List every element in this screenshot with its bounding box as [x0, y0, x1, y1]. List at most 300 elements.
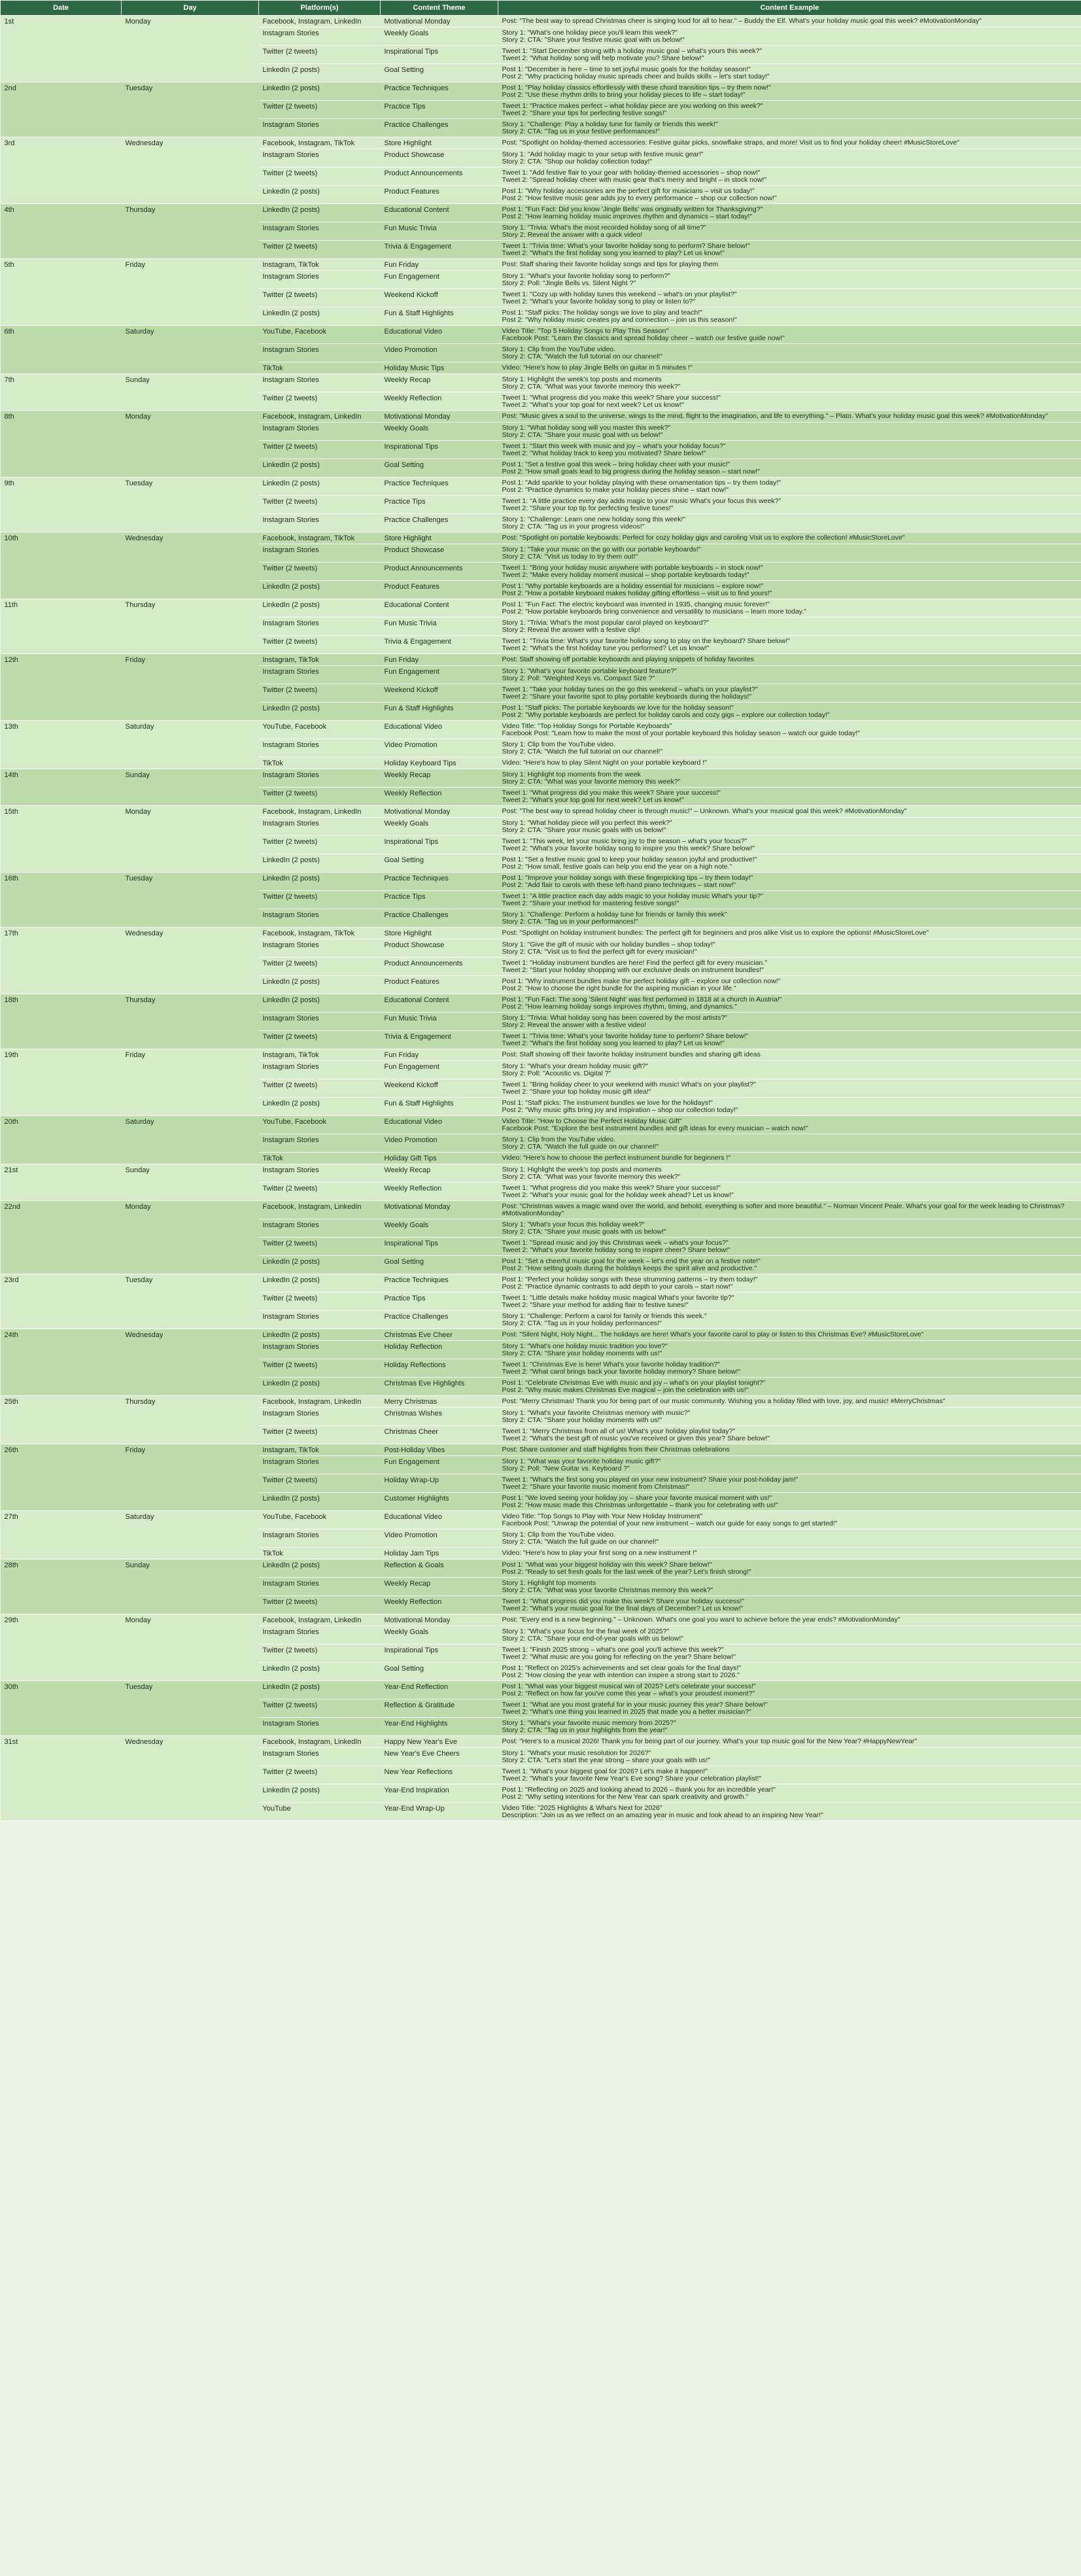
theme-cell[interactable]: New Year's Eve Cheers [381, 1748, 498, 1766]
content-example-cell[interactable]: Post 1: "Add sparkle to your holiday playing with these ornamentation tips – try them today!" Post 2: "Practice dynamics to make your holiday pieces shine – start now!" [498, 478, 1081, 496]
theme-cell[interactable]: Weekly Reflection [381, 1596, 498, 1614]
platform-cell[interactable]: Twitter (2 tweets) [259, 46, 381, 64]
platform-cell[interactable]: LinkedIn (2 posts) [259, 581, 381, 599]
date-cell[interactable]: 20th [1, 1116, 122, 1164]
platform-cell[interactable]: LinkedIn (2 posts) [259, 1256, 381, 1274]
theme-cell[interactable]: Fun Music Trivia [381, 222, 498, 241]
content-example-cell[interactable]: Tweet 1: "Trivia time: What's your favorite holiday song to perform? Share below!" Tweet 2: "What's the first holiday song you learned to play? Let us know!" [498, 241, 1081, 259]
theme-cell[interactable]: Holiday Reflections [381, 1359, 498, 1378]
theme-cell[interactable]: Practice Challenges [381, 514, 498, 532]
content-example-cell[interactable]: Story 1: Highlight the week's top posts and moments Story 2: CTA: "What was your favorite memory this week?" [498, 374, 1081, 392]
theme-cell[interactable]: Fun Music Trivia [381, 1013, 498, 1031]
content-example-cell[interactable]: Story 1: Clip from the YouTube video. Story 2: CTA: "Watch the full tutorial on our channel!" [498, 344, 1081, 362]
date-cell[interactable]: 9th [1, 478, 122, 532]
theme-cell[interactable]: Practice Challenges [381, 909, 498, 928]
platform-cell[interactable]: Instagram Stories [259, 739, 381, 757]
theme-cell[interactable]: Practice Tips [381, 891, 498, 909]
content-example-cell[interactable]: Post 1: "Set a festive music goal to keep your holiday season joyful and productive!" Post 2: "How small, festive goals can help you end the year on a high note." [498, 854, 1081, 873]
theme-cell[interactable]: Fun & Staff Highlights [381, 703, 498, 721]
content-example-cell[interactable]: Story 1: "Trivia: What's the most popular carol played on keyboard?" Story 2: Reveal the answer with a festive clip! [498, 618, 1081, 636]
content-example-cell[interactable]: Tweet 1: "Merry Christmas from all of us! What's your holiday playlist today?" Tweet 2: "What's the best gift of music you've received or given this year? Share below!" [498, 1426, 1081, 1444]
platform-cell[interactable]: Instagram Stories [259, 1456, 381, 1474]
date-cell[interactable]: 29th [1, 1614, 122, 1681]
content-example-cell[interactable]: Story 1: Clip from the YouTube video. Story 2: CTA: "Watch the full tutorial on our channel!" [498, 739, 1081, 757]
content-example-cell[interactable]: Video Title: "2025 Highlights & What's Next for 2026" Description: "Join us as we reflect on an amazing year in music and look ahead to an inspiring New Year!" [498, 1803, 1081, 1821]
content-example-cell[interactable]: Story 1: "Trivia: What holiday song has been covered by the most artists?" Story 2: Reveal the answer with a festive video! [498, 1013, 1081, 1031]
platform-cell[interactable]: Twitter (2 tweets) [259, 241, 381, 259]
theme-cell[interactable]: Weekly Goals [381, 1626, 498, 1645]
theme-cell[interactable]: Store Highlight [381, 137, 498, 149]
content-example-cell[interactable]: Post: Staff sharing their favorite holiday songs and tips for playing them [498, 259, 1081, 271]
platform-cell[interactable]: YouTube, Facebook [259, 1116, 381, 1134]
date-cell[interactable]: 3rd [1, 137, 122, 204]
platform-cell[interactable]: LinkedIn (2 posts) [259, 1098, 381, 1116]
content-example-cell[interactable]: Tweet 1: "Trivia time: What's your favorite holiday tune to perform? Share below!" Tweet 2: "What's the first holiday song you learned to play? Let us know!" [498, 1031, 1081, 1049]
theme-cell[interactable]: Year-End Inspiration [381, 1784, 498, 1803]
date-cell[interactable]: 2nd [1, 82, 122, 137]
content-example-cell[interactable]: Tweet 1: "What's your biggest goal for 2026? Let's make it happen!" Tweet 2: "What's your favorite New Year's Eve song? Share your celebration playlist!" [498, 1766, 1081, 1784]
platform-cell[interactable]: Instagram Stories [259, 1341, 381, 1359]
platform-cell[interactable]: LinkedIn (2 posts) [259, 1493, 381, 1511]
date-cell[interactable]: 28th [1, 1559, 122, 1614]
content-example-cell[interactable]: Story 1: "What's your focus for the final week of 2025?" Story 2: CTA: "Share your end-of-year goals with us below!" [498, 1626, 1081, 1645]
content-example-cell[interactable]: Post 1: "Fun Fact: Did you know 'Jingle Bells' was originally written for Thanksgiving?" Post 2: "How learning holiday music improves rhythm and dynamics – start today!" [498, 204, 1081, 222]
date-cell[interactable]: 30th [1, 1681, 122, 1736]
content-example-cell[interactable]: Story 1: "What holiday piece will you perfect this week?" Story 2: CTA: "Share your music goals with us below!" [498, 818, 1081, 836]
date-cell[interactable]: 15th [1, 806, 122, 873]
theme-cell[interactable]: Inspirational Tips [381, 836, 498, 854]
theme-cell[interactable]: Fun Friday [381, 259, 498, 271]
content-example-cell[interactable]: Tweet 1: "What progress did you make this week? Share your holiday success!" Tweet 2: "What's your music goal for the final days of December? Let us know!" [498, 1596, 1081, 1614]
theme-cell[interactable]: Practice Techniques [381, 478, 498, 496]
date-cell[interactable]: 11th [1, 599, 122, 654]
platform-cell[interactable]: YouTube, Facebook [259, 1511, 381, 1529]
platform-cell[interactable]: Facebook, Instagram, TikTok [259, 532, 381, 544]
day-cell[interactable]: Saturday [122, 1511, 259, 1559]
platform-cell[interactable]: LinkedIn (2 posts) [259, 1274, 381, 1293]
content-example-cell[interactable]: Post: Staff showing off their favorite holiday instrument bundles and sharing gift ideas [498, 1049, 1081, 1061]
platform-cell[interactable]: Instagram Stories [259, 1164, 381, 1183]
theme-cell[interactable]: Holiday Reflection [381, 1341, 498, 1359]
theme-cell[interactable]: Weekly Reflection [381, 1183, 498, 1201]
content-example-cell[interactable]: Video Title: "Top Songs to Play with Your New Holiday Instrument" Facebook Post: "Unwrap the potential of your new instrument – watch our guide for easy songs to get started!" [498, 1511, 1081, 1529]
day-cell[interactable]: Monday [122, 16, 259, 82]
theme-cell[interactable]: Product Showcase [381, 544, 498, 563]
content-example-cell[interactable]: Post: "Spotlight on holiday instrument bundles: The perfect gift for beginners and pros alike Visit us to explore the options! #MusicStoreLove" [498, 928, 1081, 939]
platform-cell[interactable]: Instagram, TikTok [259, 654, 381, 666]
day-cell[interactable]: Wednesday [122, 137, 259, 204]
theme-cell[interactable]: Weekly Recap [381, 1164, 498, 1183]
platform-cell[interactable]: Facebook, Instagram, TikTok [259, 137, 381, 149]
content-example-cell[interactable]: Tweet 1: "Christmas Eve is here! What's your favorite holiday tradition?" Tweet 2: "What carol brings back your favorite holiday memory? Share below!" [498, 1359, 1081, 1378]
content-example-cell[interactable]: Story 1: "Challenge: Perform a carol for family or friends this week." Story 2: CTA: "Tag us in your holiday performances!" [498, 1311, 1081, 1329]
day-cell[interactable]: Tuesday [122, 1681, 259, 1736]
theme-cell[interactable]: Trivia & Engagement [381, 1031, 498, 1049]
content-example-cell[interactable]: Post 1: "We loved seeing your holiday joy – share your favorite musical moment with us!" Post 2: "How music made this Christmas unforgettable – thank you for celebrating with us!" [498, 1493, 1081, 1511]
day-cell[interactable]: Thursday [122, 1396, 259, 1444]
content-example-cell[interactable]: Tweet 1: "What are you most grateful for in your music journey this year? Share below!" Tweet 2: "What's one thing you learned in 2025 that made you a better musician?" [498, 1699, 1081, 1718]
content-example-cell[interactable]: Story 1: "What's one holiday piece you'll learn this week?" Story 2: CTA: "Share your festive music goal with us below!" [498, 27, 1081, 46]
day-cell[interactable]: Thursday [122, 599, 259, 654]
platform-cell[interactable]: YouTube [259, 1803, 381, 1821]
platform-cell[interactable]: Instagram Stories [259, 27, 381, 46]
platform-cell[interactable]: Twitter (2 tweets) [259, 1183, 381, 1201]
content-example-cell[interactable]: Post 1: "What was your biggest musical win of 2025? Let's celebrate your success!" Post 2: "Reflect on how far you've come this year – what's your proudest moment?" [498, 1681, 1081, 1699]
platform-cell[interactable]: LinkedIn (2 posts) [259, 459, 381, 478]
platform-cell[interactable]: Instagram Stories [259, 374, 381, 392]
content-example-cell[interactable]: Post: "Spotlight on holiday-themed accessories: Festive guitar picks, snowflake straps, and more! Visit us to find your holiday cheer! #MusicStoreLove" [498, 137, 1081, 149]
platform-cell[interactable]: Twitter (2 tweets) [259, 958, 381, 976]
content-example-cell[interactable]: Tweet 1: "What progress did you make this week? Share your success!" Tweet 2: "What's your top goal for next week? Let us know!" [498, 788, 1081, 806]
day-cell[interactable]: Friday [122, 1444, 259, 1511]
platform-cell[interactable]: Instagram, TikTok [259, 1049, 381, 1061]
content-example-cell[interactable]: Tweet 1: "Finish 2025 strong – what's one goal you'll achieve this week?" Tweet 2: "What music are you going for reflecting on the year? Share below!" [498, 1645, 1081, 1663]
content-example-cell[interactable]: Story 1: "What's your favorite Christmas memory with music?" Story 2: CTA: "Share your holiday moments with us!" [498, 1408, 1081, 1426]
content-example-cell[interactable]: Video: "Here's how to choose the perfect instrument bundle for beginners !" [498, 1153, 1081, 1164]
content-example-cell[interactable]: Story 1: "Add holiday magic to your setup with festive music gear!" Story 2: CTA: "Shop our holiday collection today!" [498, 149, 1081, 167]
platform-cell[interactable]: Twitter (2 tweets) [259, 1359, 381, 1378]
content-example-cell[interactable]: Post 1: "Reflecting on 2025 and looking ahead to 2026 – thank you for an incredible year!" Post 2: "Why setting intentions for the New Year can spark creativity and growth." [498, 1784, 1081, 1803]
theme-cell[interactable]: Holiday Jam Tips [381, 1548, 498, 1559]
content-example-cell[interactable]: Story 1: Highlight the week's top posts and moments Story 2: CTA: "What was your favorite memory this week?" [498, 1164, 1081, 1183]
platform-cell[interactable]: Facebook, Instagram, TikTok [259, 928, 381, 939]
day-cell[interactable]: Monday [122, 806, 259, 873]
platform-cell[interactable]: Twitter (2 tweets) [259, 684, 381, 703]
platform-cell[interactable]: Twitter (2 tweets) [259, 788, 381, 806]
theme-cell[interactable]: Fun & Staff Highlights [381, 307, 498, 326]
theme-cell[interactable]: Product Showcase [381, 149, 498, 167]
platform-cell[interactable]: Facebook, Instagram, LinkedIn [259, 411, 381, 423]
platform-cell[interactable]: Instagram Stories [259, 1134, 381, 1153]
content-example-cell[interactable]: Post 1: "Set a festive goal this week – bring holiday cheer with your music!" Post 2: "How small goals lead to big progress during the holiday season – start now!" [498, 459, 1081, 478]
content-example-cell[interactable]: Story 1: "What's your favorite portable keyboard feature?" Story 2: Poll: "Weighted Keys vs. Compact Size ?" [498, 666, 1081, 684]
platform-cell[interactable]: LinkedIn (2 posts) [259, 873, 381, 891]
platform-cell[interactable]: Facebook, Instagram, LinkedIn [259, 16, 381, 27]
platform-cell[interactable]: YouTube, Facebook [259, 326, 381, 344]
theme-cell[interactable]: Customer Highlights [381, 1493, 498, 1511]
theme-cell[interactable]: Reflection & Goals [381, 1559, 498, 1578]
theme-cell[interactable]: Christmas Eve Cheer [381, 1329, 498, 1341]
theme-cell[interactable]: Weekly Goals [381, 27, 498, 46]
theme-cell[interactable]: Weekly Recap [381, 1578, 498, 1596]
content-example-cell[interactable]: Story 1: Highlight top moments from the week Story 2: CTA: "What was your favorite memory this week?" [498, 769, 1081, 788]
platform-cell[interactable]: Instagram Stories [259, 666, 381, 684]
platform-cell[interactable]: YouTube, Facebook [259, 721, 381, 739]
platform-cell[interactable]: Twitter (2 tweets) [259, 1645, 381, 1663]
date-cell[interactable]: 26th [1, 1444, 122, 1511]
content-example-cell[interactable]: Tweet 1: "Bring holiday cheer to your weekend with music! What's on your playlist?" Tweet 2: "Share your top holiday music gift idea!" [498, 1079, 1081, 1098]
platform-cell[interactable]: LinkedIn (2 posts) [259, 1329, 381, 1341]
content-example-cell[interactable]: Tweet 1: "What progress did you make this week? Share your success!" Tweet 2: "What's your music goal for the holiday week ahead? Let us know!" [498, 1183, 1081, 1201]
platform-cell[interactable]: Instagram Stories [259, 514, 381, 532]
platform-cell[interactable]: Instagram Stories [259, 1061, 381, 1079]
theme-cell[interactable]: Weekend Kickoff [381, 1079, 498, 1098]
platform-cell[interactable]: Instagram Stories [259, 818, 381, 836]
content-example-cell[interactable]: Post: "Merry Christmas! Thank you for being part of our music community. Wishing you a holiday filled with love, joy, and music! #MerryChristmas" [498, 1396, 1081, 1408]
platform-cell[interactable]: Instagram Stories [259, 344, 381, 362]
theme-cell[interactable]: Motivational Monday [381, 16, 498, 27]
theme-cell[interactable]: Weekly Reflection [381, 392, 498, 411]
content-example-cell[interactable]: Video Title: "Top 5 Holiday Songs to Play This Season" Facebook Post: "Learn the classics and spread holiday cheer – watch our festive guide now!" [498, 326, 1081, 344]
theme-cell[interactable]: Fun Friday [381, 654, 498, 666]
platform-cell[interactable]: Facebook, Instagram, LinkedIn [259, 806, 381, 818]
theme-cell[interactable]: Store Highlight [381, 928, 498, 939]
platform-cell[interactable]: Twitter (2 tweets) [259, 836, 381, 854]
content-example-cell[interactable]: Story 1: "Challenge: Perform a holiday tune for friends or family this week" Story 2: CTA: "Tag us in your performances!" [498, 909, 1081, 928]
content-example-cell[interactable]: Tweet 1: "What progress did you make this week? Share your success!" Tweet 2: "What's your top goal for next week? Let us know!" [498, 392, 1081, 411]
platform-cell[interactable]: Twitter (2 tweets) [259, 392, 381, 411]
header-day[interactable]: Day [122, 1, 259, 16]
theme-cell[interactable]: Year-End Highlights [381, 1718, 498, 1736]
theme-cell[interactable]: Video Promotion [381, 1134, 498, 1153]
platform-cell[interactable]: TikTok [259, 1153, 381, 1164]
platform-cell[interactable]: Instagram Stories [259, 1219, 381, 1238]
content-example-cell[interactable]: Post 1: "Why holiday accessories are the perfect gift for musicians – visit us today!" Post 2: "How festive music gear adds joy to every performance – shop our collection now!" [498, 186, 1081, 204]
content-example-cell[interactable]: Post 1: "Staff picks: The holiday songs we love to play and teach!" Post 2: "Why holiday music creates joy and connection – join us this season!" [498, 307, 1081, 326]
platform-cell[interactable]: LinkedIn (2 posts) [259, 1559, 381, 1578]
platform-cell[interactable]: Instagram, TikTok [259, 259, 381, 271]
platform-cell[interactable]: Instagram Stories [259, 1013, 381, 1031]
content-example-cell[interactable]: Post 1: "Play holiday classics effortlessly with these chord transition tips – try them now!" Post 2: "Use these rhythm drills to bring your holiday pieces to life – start today!" [498, 82, 1081, 101]
content-example-cell[interactable]: Tweet 1: "Start this week with music and joy – what's your holiday focus?" Tweet 2: "What holiday track to keep you motivated? Share below!" [498, 441, 1081, 459]
theme-cell[interactable]: Video Promotion [381, 739, 498, 757]
theme-cell[interactable]: Merry Christmas [381, 1396, 498, 1408]
platform-cell[interactable]: TikTok [259, 1548, 381, 1559]
platform-cell[interactable]: Instagram Stories [259, 1748, 381, 1766]
theme-cell[interactable]: Motivational Monday [381, 1614, 498, 1626]
date-cell[interactable]: 16th [1, 873, 122, 928]
content-example-cell[interactable]: Post 1: "Fun Fact: The electric keyboard was invented in 1935, changing music forever!" Post 2: "How portable keyboards bring convenience and versatility to musicians – learn more today." [498, 599, 1081, 618]
content-example-cell[interactable]: Tweet 1: "Start December strong with a holiday music goal – what's yours this week?" Tweet 2: "What holiday song will help motivate you? Share below!" [498, 46, 1081, 64]
date-cell[interactable]: 27th [1, 1511, 122, 1559]
day-cell[interactable]: Wednesday [122, 1329, 259, 1396]
date-cell[interactable]: 14th [1, 769, 122, 806]
content-example-cell[interactable]: Tweet 1: "Spread music and joy this Christmas week – what's your focus?" Tweet 2: "What's your favorite holiday song to inspire cheer? Share below!" [498, 1238, 1081, 1256]
platform-cell[interactable]: Instagram Stories [259, 1626, 381, 1645]
day-cell[interactable]: Saturday [122, 1116, 259, 1164]
platform-cell[interactable]: Instagram Stories [259, 544, 381, 563]
day-cell[interactable]: Friday [122, 259, 259, 326]
platform-cell[interactable]: Instagram, TikTok [259, 1444, 381, 1456]
date-cell[interactable]: 24th [1, 1329, 122, 1396]
day-cell[interactable]: Sunday [122, 1164, 259, 1201]
platform-cell[interactable]: LinkedIn (2 posts) [259, 703, 381, 721]
content-example-cell[interactable]: Tweet 1: "Bring your holiday music anywhere with portable keyboards – in stock now!" Tweet 2: "Make every holiday moment musical – shop portable keyboards today!" [498, 563, 1081, 581]
platform-cell[interactable]: Facebook, Instagram, LinkedIn [259, 1736, 381, 1748]
platform-cell[interactable]: Facebook, Instagram, LinkedIn [259, 1396, 381, 1408]
date-cell[interactable]: 22nd [1, 1201, 122, 1274]
theme-cell[interactable]: Inspirational Tips [381, 1238, 498, 1256]
theme-cell[interactable]: Educational Video [381, 326, 498, 344]
theme-cell[interactable]: Educational Content [381, 994, 498, 1013]
day-cell[interactable]: Friday [122, 1049, 259, 1116]
theme-cell[interactable]: Educational Video [381, 1511, 498, 1529]
date-cell[interactable]: 8th [1, 411, 122, 478]
theme-cell[interactable]: Goal Setting [381, 459, 498, 478]
theme-cell[interactable]: Product Features [381, 186, 498, 204]
content-example-cell[interactable]: Story 1: "Give the gift of music with our holiday bundles – shop today!" Story 2: CTA: "Visit us to find the perfect gift for every musician!" [498, 939, 1081, 958]
content-example-cell[interactable]: Post: "Every end is a new beginning." – Unknown. What's one goal you want to achieve before the year ends? #MotivationMonday" [498, 1614, 1081, 1626]
theme-cell[interactable]: Video Promotion [381, 1529, 498, 1548]
date-cell[interactable]: 19th [1, 1049, 122, 1116]
content-example-cell[interactable]: Post 1: "Perfect your holiday songs with these strumming patterns – try them today!" Post 2: "Practice dynamic contrasts to add depth to your carols – start now!" [498, 1274, 1081, 1293]
theme-cell[interactable]: Holiday Keyboard Tips [381, 757, 498, 769]
content-example-cell[interactable]: Tweet 1: "Trivia time: What's your favorite holiday song to play on the keyboard? Share below!" Tweet 2: "What's the first holiday tune you performed? Let us know!" [498, 636, 1081, 654]
platform-cell[interactable]: Facebook, Instagram, LinkedIn [259, 1201, 381, 1219]
theme-cell[interactable]: Video Promotion [381, 344, 498, 362]
theme-cell[interactable]: Practice Tips [381, 101, 498, 119]
platform-cell[interactable]: Instagram Stories [259, 271, 381, 289]
date-cell[interactable]: 10th [1, 532, 122, 599]
content-example-cell[interactable]: Video Title: "Top Holiday Songs for Portable Keyboards" Facebook Post: "Learn how to make the most of your portable keyboard this holiday season – watch our guide today!" [498, 721, 1081, 739]
theme-cell[interactable]: Practice Techniques [381, 82, 498, 101]
theme-cell[interactable]: Fun Engagement [381, 1061, 498, 1079]
theme-cell[interactable]: Holiday Gift Tips [381, 1153, 498, 1164]
theme-cell[interactable]: Holiday Wrap-Up [381, 1474, 498, 1493]
header-date[interactable]: Date [1, 1, 122, 16]
theme-cell[interactable]: Weekly Goals [381, 818, 498, 836]
platform-cell[interactable]: Twitter (2 tweets) [259, 101, 381, 119]
theme-cell[interactable]: Motivational Monday [381, 411, 498, 423]
content-example-cell[interactable]: Story 1: Clip from the YouTube video. Story 2: CTA: "Watch the full guide on our channel!" [498, 1134, 1081, 1153]
platform-cell[interactable]: LinkedIn (2 posts) [259, 599, 381, 618]
platform-cell[interactable]: Instagram Stories [259, 618, 381, 636]
day-cell[interactable]: Saturday [122, 721, 259, 769]
theme-cell[interactable]: Reflection & Gratitude [381, 1699, 498, 1718]
theme-cell[interactable]: Motivational Monday [381, 806, 498, 818]
day-cell[interactable]: Wednesday [122, 532, 259, 599]
day-cell[interactable]: Saturday [122, 326, 259, 374]
theme-cell[interactable]: Practice Challenges [381, 119, 498, 137]
content-example-cell[interactable]: Tweet 1: "This week, let your music bring joy to the season – what's your focus?" Tweet 2: "What's your favorite holiday song to inspire you this week? Share below!" [498, 836, 1081, 854]
theme-cell[interactable]: Christmas Eve Highlights [381, 1378, 498, 1396]
platform-cell[interactable]: Instagram Stories [259, 1578, 381, 1596]
day-cell[interactable]: Thursday [122, 204, 259, 259]
platform-cell[interactable]: Twitter (2 tweets) [259, 1079, 381, 1098]
platform-cell[interactable]: Instagram Stories [259, 149, 381, 167]
platform-cell[interactable]: LinkedIn (2 posts) [259, 82, 381, 101]
content-example-cell[interactable]: Story 1: "What was your favorite holiday music gift?" Story 2: Poll: "New Guitar vs. Keyboard ?" [498, 1456, 1081, 1474]
content-example-cell[interactable]: Video: "Here's how to play Jingle Bells on guitar in 5 minutes !" [498, 362, 1081, 374]
theme-cell[interactable]: Weekend Kickoff [381, 684, 498, 703]
content-example-cell[interactable]: Tweet 1: "Little details make holiday music magical What's your favorite tip?" Tweet 2: "Share your method for adding flair to festive tunes!" [498, 1293, 1081, 1311]
platform-cell[interactable]: Instagram Stories [259, 769, 381, 788]
date-cell[interactable]: 12th [1, 654, 122, 721]
platform-cell[interactable]: LinkedIn (2 posts) [259, 994, 381, 1013]
platform-cell[interactable]: Twitter (2 tweets) [259, 441, 381, 459]
content-example-cell[interactable]: Story 1: "Trivia: What's the most recorded holiday song of all time?" Story 2: Reveal the answer with a quick video! [498, 222, 1081, 241]
theme-cell[interactable]: Weekly Reflection [381, 788, 498, 806]
platform-cell[interactable]: LinkedIn (2 posts) [259, 1784, 381, 1803]
platform-cell[interactable]: LinkedIn (2 posts) [259, 976, 381, 994]
content-example-cell[interactable]: Video Title: "How to Choose the Perfect Holiday Music Gift" Facebook Post: "Explore the best instrument bundles and gift ideas for every musician – watch now!" [498, 1116, 1081, 1134]
theme-cell[interactable]: Fun Engagement [381, 1456, 498, 1474]
theme-cell[interactable]: Happy New Year's Eve [381, 1736, 498, 1748]
day-cell[interactable]: Monday [122, 1201, 259, 1274]
header-content-example[interactable]: Content Example [498, 1, 1081, 16]
content-example-cell[interactable]: Post 1: "Set a cheerful music goal for the week – let's end the year on a festive note!" Post 2: "How setting goals during the holidays keeps the spirit alive and productive." [498, 1256, 1081, 1274]
theme-cell[interactable]: Practice Techniques [381, 873, 498, 891]
theme-cell[interactable]: Goal Setting [381, 64, 498, 82]
day-cell[interactable]: Sunday [122, 1559, 259, 1614]
content-example-cell[interactable]: Post: "Silent Night, Holy Night... The holidays are here! What's your favorite carol to play or listen to this Christmas Eve? #MusicStoreLove" [498, 1329, 1081, 1341]
date-cell[interactable]: 13th [1, 721, 122, 769]
content-example-cell[interactable]: Video: "Here's how to play Silent Night on your portable keyboard !" [498, 757, 1081, 769]
date-cell[interactable]: 1st [1, 16, 122, 82]
date-cell[interactable]: 23rd [1, 1274, 122, 1329]
theme-cell[interactable]: Year-End Wrap-Up [381, 1803, 498, 1821]
platform-cell[interactable]: Instagram Stories [259, 423, 381, 441]
platform-cell[interactable]: Twitter (2 tweets) [259, 289, 381, 307]
theme-cell[interactable]: Weekly Goals [381, 1219, 498, 1238]
content-example-cell[interactable]: Tweet 1: "A little practice every day adds magic to your music What's your focus this week?" Tweet 2: "Share your top tip for perfecting festive tunes!" [498, 496, 1081, 514]
day-cell[interactable]: Wednesday [122, 928, 259, 994]
content-example-cell[interactable]: Story 1: Highlight top moments Story 2: CTA: "What was your favorite Christmas memory this week?" [498, 1578, 1081, 1596]
platform-cell[interactable]: LinkedIn (2 posts) [259, 204, 381, 222]
platform-cell[interactable]: Twitter (2 tweets) [259, 1596, 381, 1614]
platform-cell[interactable]: Instagram Stories [259, 909, 381, 928]
platform-cell[interactable]: Instagram Stories [259, 1311, 381, 1329]
theme-cell[interactable]: New Year Reflections [381, 1766, 498, 1784]
day-cell[interactable]: Wednesday [122, 1736, 259, 1821]
content-example-cell[interactable]: Story 1: "What's your focus this holiday week?" Story 2: CTA: "Share your music goals with us below!" [498, 1219, 1081, 1238]
theme-cell[interactable]: Christmas Wishes [381, 1408, 498, 1426]
date-cell[interactable]: 18th [1, 994, 122, 1049]
platform-cell[interactable]: LinkedIn (2 posts) [259, 1663, 381, 1681]
content-example-cell[interactable]: Post 1: "Reflect on 2025's achievements and set clear goals for the final days!" Post 2: "How closing the year with intention can inspire a strong start to 2026." [498, 1663, 1081, 1681]
content-example-cell[interactable]: Post: "Music gives a soul to the universe, wings to the mind, flight to the imagination, and life to everything." – Plato. What's your holiday music goal this week? #MotivationMonday" [498, 411, 1081, 423]
platform-cell[interactable]: Twitter (2 tweets) [259, 1238, 381, 1256]
content-example-cell[interactable]: Post: "Spotlight on portable keyboards: Perfect for cozy holiday gigs and caroling Visit us to explore the collection! #MusicStoreLove" [498, 532, 1081, 544]
content-example-cell[interactable]: Story 1: "What's your favorite holiday song to perform?" Story 2: Poll: "Jingle Bells vs. Silent Night ?" [498, 271, 1081, 289]
platform-cell[interactable]: Facebook, Instagram, LinkedIn [259, 1614, 381, 1626]
theme-cell[interactable]: Year-End Reflection [381, 1681, 498, 1699]
content-example-cell[interactable]: Story 1: "What holiday song will you master this week?" Story 2: CTA: "Share your music goal with us below!" [498, 423, 1081, 441]
content-example-cell[interactable]: Post 1: "Staff picks: The portable keyboards we love for the holiday season!" Post 2: "Why portable keyboards are perfect for holiday carols and cozy gigs – explore our collection today!" [498, 703, 1081, 721]
platform-cell[interactable]: Twitter (2 tweets) [259, 1293, 381, 1311]
platform-cell[interactable]: Twitter (2 tweets) [259, 1766, 381, 1784]
theme-cell[interactable]: Practice Tips [381, 496, 498, 514]
date-cell[interactable]: 17th [1, 928, 122, 994]
theme-cell[interactable]: Weekly Recap [381, 374, 498, 392]
theme-cell[interactable]: Product Showcase [381, 939, 498, 958]
theme-cell[interactable]: Goal Setting [381, 1663, 498, 1681]
theme-cell[interactable]: Weekend Kickoff [381, 289, 498, 307]
day-cell[interactable]: Tuesday [122, 1274, 259, 1329]
content-example-cell[interactable]: Tweet 1: "Cozy up with holiday tunes this weekend – what's on your playlist?" Tweet 2: "What's your favorite holiday song to play or listen to?" [498, 289, 1081, 307]
platform-cell[interactable]: LinkedIn (2 posts) [259, 1681, 381, 1699]
day-cell[interactable]: Monday [122, 1614, 259, 1681]
date-cell[interactable]: 7th [1, 374, 122, 411]
content-example-cell[interactable]: Post 1: "What was your biggest holiday win this week? Share below!" Post 2: "Ready to set fresh goals for the last week of the year? Let's finish strong!" [498, 1559, 1081, 1578]
content-example-cell[interactable]: Post: Share customer and staff highlights from their Christmas celebrations [498, 1444, 1081, 1456]
theme-cell[interactable]: Trivia & Engagement [381, 636, 498, 654]
day-cell[interactable]: Sunday [122, 374, 259, 411]
theme-cell[interactable]: Holiday Music Tips [381, 362, 498, 374]
day-cell[interactable]: Tuesday [122, 478, 259, 532]
theme-cell[interactable]: Practice Tips [381, 1293, 498, 1311]
theme-cell[interactable]: Goal Setting [381, 1256, 498, 1274]
content-example-cell[interactable]: Story 1: "What's your music resolution for 2026?" Story 2: CTA: "Let's start the year strong – share your goals with us!" [498, 1748, 1081, 1766]
date-cell[interactable]: 21st [1, 1164, 122, 1201]
content-example-cell[interactable]: Post 1: "Fun Fact: The song 'Silent Night' was first performed in 1818 at a church in Austria!" Post 2: "How learning holiday songs improves rhythm, timing, and dynamics." [498, 994, 1081, 1013]
platform-cell[interactable]: Instagram Stories [259, 119, 381, 137]
content-example-cell[interactable]: Tweet 1: "What's the first song you played on your new instrument? Share your post-holiday jam!" Tweet 2: "Share your favorite music moment from Christmas!" [498, 1474, 1081, 1493]
platform-cell[interactable]: TikTok [259, 757, 381, 769]
date-cell[interactable]: 25th [1, 1396, 122, 1444]
platform-cell[interactable]: Twitter (2 tweets) [259, 1699, 381, 1718]
theme-cell[interactable]: Product Features [381, 581, 498, 599]
